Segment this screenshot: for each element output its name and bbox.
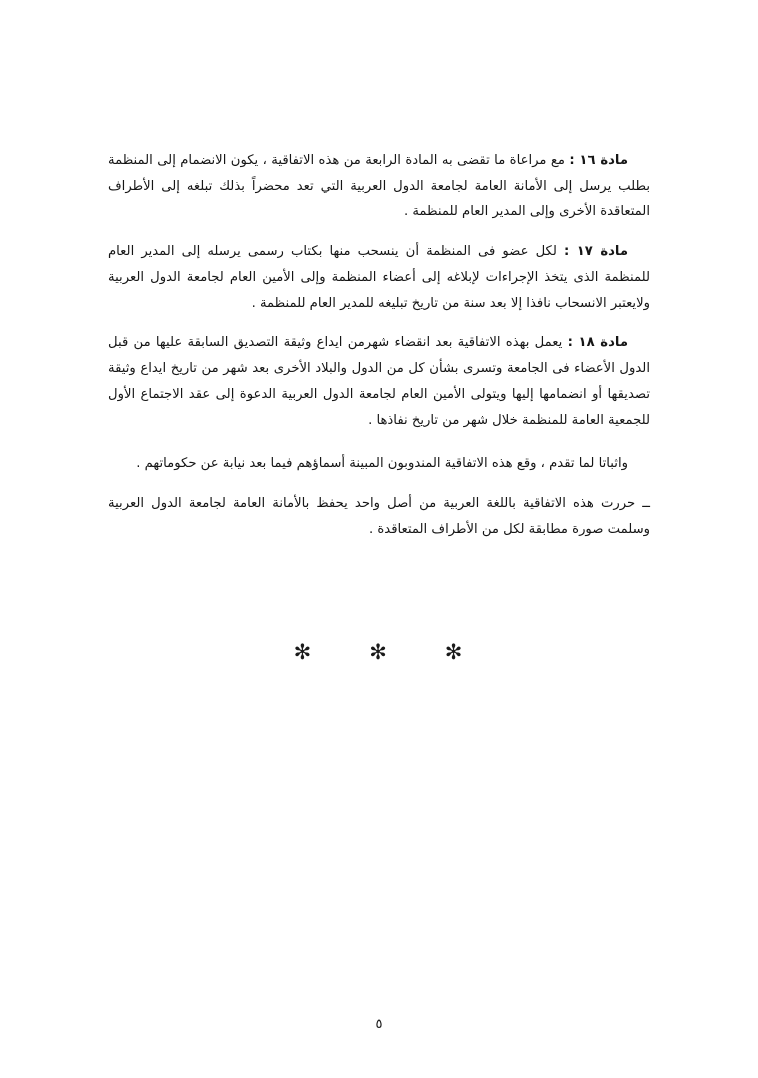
ornament-divider [0,640,758,664]
article-text-17: لكل عضو فى المنظمة أن ينسحب منها بكتاب رسمى يرسله إلى المدير العام للمنظمة الذى يتخذ الإجراءات لإبلاغه إلى أعضاء المنظمة وإلى الأمين العام لجامعة الدول العربية ولايعتبر الانسحاب نافذا إلا بعد سنة من تاريخ تبليغه للمدير العام للمنظمة . [108,244,650,311]
article-text-16: مع مراعاة ما تقضى به المادة الرابعة من هذه الاتفاقية ، يكون الانضمام إلى المنظمة بطلب يرسل إلى الأمانة العامة لجامعة الدول العربية التي تعد محضراً بذلك تبلغه إلى الأطراف المتعاقدة الأخرى وإلى المدير العام للمنظمة . [108,153,650,220]
closing-paragraph-2: ــ حررت هذه الاتفاقية باللغة العربية من أصل واحد يحفظ بالأمانة العامة لجامعة الدول العربية وسلمت صورة مطابقة لكل من الأطراف المتعاقدة . [108,496,650,537]
article-paragraph-16 [108,148,650,225]
article-label-17: مادة ١٧ : [563,244,628,260]
article-paragraph-17 [108,239,650,316]
asterisk-icon: ✻ [293,640,314,664]
page-number: ٥ [375,1017,383,1032]
article-paragraph-18 [108,330,650,433]
article-label-18: مادة ١٨ : [567,335,628,351]
article-label-16: مادة ١٦ : [569,153,628,168]
asterisk-icon: ✻ [369,640,389,664]
document-body [108,148,650,557]
closing-paragraph-1: واثباتا لما تقدم ، وقع هذه الاتفاقية المندوبون المبينة أسماؤهم فيما بعد نيابة عن حكوماتهم . [136,456,628,472]
article-text-18: يعمل بهذه الاتفاقية بعد انقضاء شهرمن ايداع وثيقة التصديق السابقة عليها من قبل الدول الأعضاء فى الجامعة وتسرى بشأن كل من الدول والبلاد الأخرى بعد شهر من تاريخ ايداع وثيقة تصديقها أو انضمامها إليها ويتولى الأمين العام لجامعة الدول العربية الدعوة إلى عقد الاجتماع الأول للجمعية العامة للمنظمة خلال شهر من تاريخ نفاذها . [108,335,650,428]
asterisk-icon: ✻ [444,640,465,664]
